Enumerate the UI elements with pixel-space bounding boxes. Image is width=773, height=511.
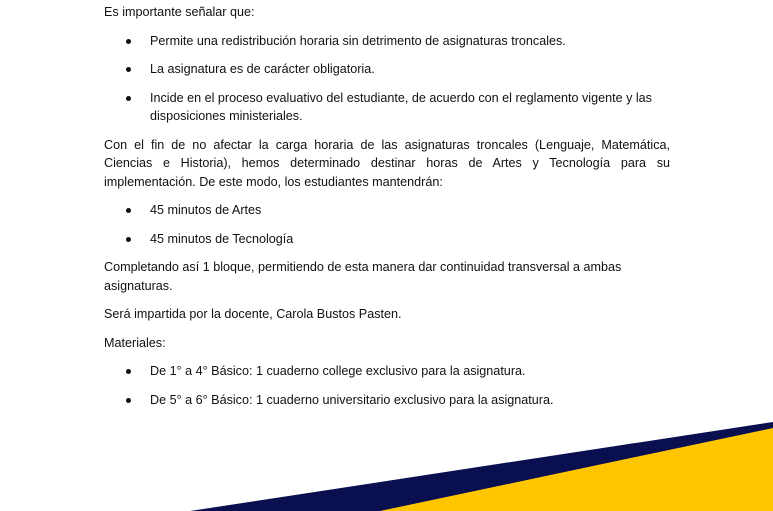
list-item-text: De 5° a 6° Básico: 1 cuaderno universitario exclusivo para la asignatura. [150, 392, 554, 407]
hours-paragraph: Con el fin de no afectar la carga horaria de las asignaturas troncales (Lenguaje, Matemática, Ciencias e Historia), hemos determinado destinar horas de Artes y Tecnología para su implementación. De este modo, los estudiantes mantendrán: [104, 137, 670, 189]
list-item [104, 391, 670, 410]
document-body [104, 3, 670, 419]
teacher-paragraph: Será impartida por la docente, Carola Bustos Pasten. [104, 307, 402, 321]
list-item [104, 201, 670, 220]
materials-heading: Materiales: [104, 335, 166, 350]
bullet-icon [126, 369, 131, 374]
list-item-text: De 1° a 4° Básico: 1 cuaderno college exclusivo para la asignatura. [150, 364, 526, 378]
points-list [104, 32, 670, 126]
list-item-text: 45 minutos de Tecnología [150, 231, 294, 246]
list-item-text: Permite una redistribución horaria sin detrimento de asignaturas troncales. [150, 33, 566, 48]
list-item-text: La asignatura es de carácter obligatoria. [150, 62, 375, 76]
intro-text: Es importante señalar que: [104, 5, 255, 19]
yellow-swoosh [380, 428, 773, 511]
navy-swoosh [190, 422, 773, 511]
bullet-icon [126, 208, 131, 213]
list-item [104, 89, 670, 126]
bullet-icon [126, 96, 131, 101]
list-item-text: 45 minutos de Artes [150, 203, 262, 217]
list-item-text: Incide en el proceso evaluativo del estudiante, de acuerdo con el reglamento vigente y las disposiciones ministeriales. [150, 90, 652, 123]
bullet-icon [126, 237, 131, 242]
list-item [104, 32, 670, 51]
hours-list [104, 201, 670, 248]
bullet-icon [126, 398, 131, 403]
materials-list [104, 362, 670, 409]
bullet-icon [126, 39, 131, 44]
list-item [104, 60, 670, 79]
bullet-icon [126, 67, 131, 72]
list-item [104, 230, 670, 249]
block-paragraph: Completando así 1 bloque, permitiendo de esta manera dar continuidad transversal a ambas asignaturas. [104, 260, 622, 293]
list-item [104, 362, 670, 381]
